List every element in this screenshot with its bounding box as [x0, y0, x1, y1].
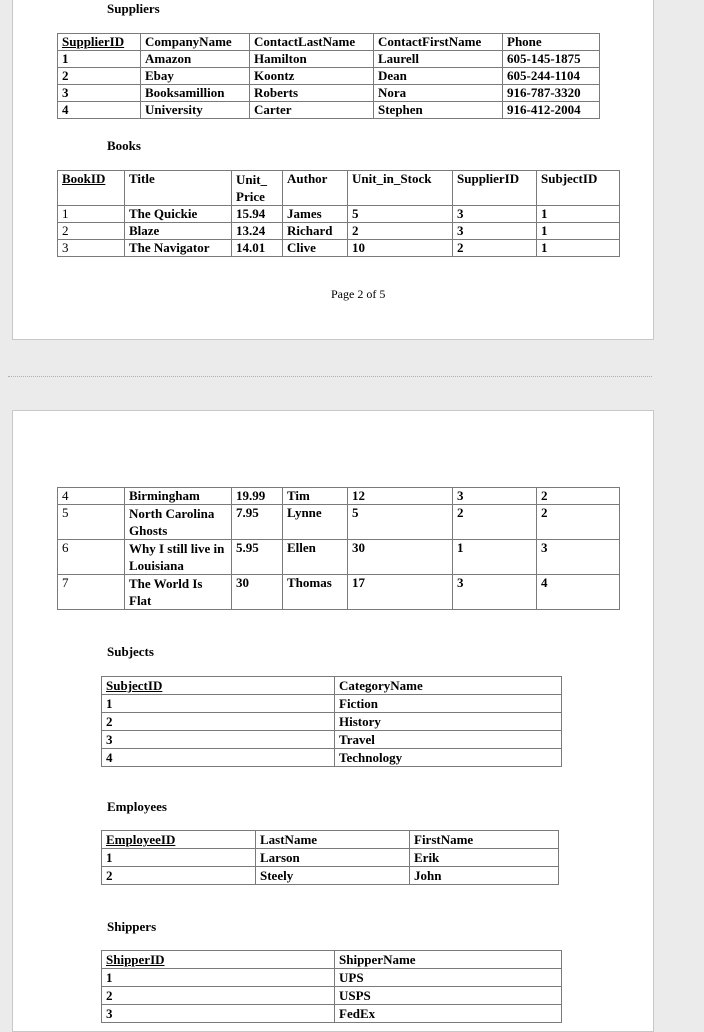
employees-heading: Employees [107, 799, 167, 814]
table-cell: 1 [58, 206, 125, 223]
employees-header-cell: LastName [256, 831, 410, 849]
table-row [102, 849, 559, 867]
table-cell: University [141, 102, 250, 119]
table-cell: 10 [348, 240, 453, 257]
table-row [58, 575, 620, 610]
shippers-header-row [102, 951, 562, 969]
table-row [58, 206, 620, 223]
table-cell: 916-412-2004 [503, 102, 600, 119]
table-cell: Booksamillion [141, 85, 250, 102]
table-cell: Roberts [250, 85, 374, 102]
table-row [58, 51, 600, 68]
table-cell: Amazon [141, 51, 250, 68]
table-cell: History [335, 713, 562, 731]
books-header-cell: SupplierID [453, 171, 537, 206]
table-cell: 2 [453, 240, 537, 257]
suppliers-heading: Suppliers [107, 1, 160, 16]
table-cell: USPS [335, 987, 562, 1005]
page-break-divider [8, 376, 652, 377]
table-cell: 2 [453, 505, 537, 540]
table-cell: 6 [58, 540, 125, 575]
table-cell: Fiction [335, 695, 562, 713]
table-row [102, 749, 562, 767]
page-number-footer: Page 2 of 5 [331, 287, 386, 301]
table-cell: 2 [58, 223, 125, 240]
employees-header-cell: EmployeeID [102, 831, 256, 849]
table-row [58, 505, 620, 540]
table-cell: Lynne [283, 505, 348, 540]
table-cell: Why I still live in Louisiana [125, 540, 232, 575]
table-cell: 14.01 [232, 240, 283, 257]
table-cell: 1 [102, 695, 335, 713]
shippers-table [101, 950, 562, 1023]
table-cell: The World Is Flat [125, 575, 232, 610]
table-cell: 7.95 [232, 505, 283, 540]
table-cell: 2 [102, 867, 256, 885]
table-cell: 4 [102, 749, 335, 767]
books-header-row [58, 171, 620, 206]
table-row [58, 85, 600, 102]
table-cell: 2 [537, 505, 620, 540]
table-cell: John [410, 867, 559, 885]
books-header-cell: BookID [58, 171, 125, 206]
table-cell: 5 [348, 206, 453, 223]
books-table-continued [57, 487, 620, 610]
books-table [57, 170, 620, 257]
table-row [58, 540, 620, 575]
shippers-heading: Shippers [107, 919, 157, 934]
table-cell: Steely [256, 867, 410, 885]
table-cell: 30 [348, 540, 453, 575]
table-cell: Nora [374, 85, 503, 102]
shippers-header-cell: ShipperID [102, 951, 335, 969]
books-header-cell: Title [125, 171, 232, 206]
table-row [102, 867, 559, 885]
table-cell: James [283, 206, 348, 223]
table-cell: 1 [453, 540, 537, 575]
table-cell: 3 [58, 240, 125, 257]
table-cell: 5 [348, 505, 453, 540]
table-cell: Clive [283, 240, 348, 257]
table-cell: Laurell [374, 51, 503, 68]
table-row [102, 987, 562, 1005]
books-header-cell: Unit_ Price [232, 171, 283, 206]
table-cell: Erik [410, 849, 559, 867]
table-cell: UPS [335, 969, 562, 987]
employees-table [101, 830, 559, 885]
books-header-cell: SubjectID [537, 171, 620, 206]
table-cell: Birmingham [125, 488, 232, 505]
table-cell: 3 [58, 85, 141, 102]
table-cell: 605-244-1104 [503, 68, 600, 85]
table-row [58, 240, 620, 257]
suppliers-header-cell: SupplierID [58, 34, 141, 51]
table-cell: Dean [374, 68, 503, 85]
table-cell: 2 [348, 223, 453, 240]
table-cell: 916-787-3320 [503, 85, 600, 102]
table-cell: Technology [335, 749, 562, 767]
employees-header-cell: FirstName [410, 831, 559, 849]
table-cell: Blaze [125, 223, 232, 240]
table-row [102, 713, 562, 731]
table-cell: 5.95 [232, 540, 283, 575]
table-cell: 5 [58, 505, 125, 540]
table-cell: Hamilton [250, 51, 374, 68]
table-cell: Larson [256, 849, 410, 867]
table-cell: 2 [102, 713, 335, 731]
table-row [102, 731, 562, 749]
table-cell: 1 [537, 206, 620, 223]
table-row [58, 223, 620, 240]
subjects-heading: Subjects [107, 644, 154, 659]
table-cell: The Navigator [125, 240, 232, 257]
suppliers-header-cell: ContactFirstName [374, 34, 503, 51]
table-cell: 1 [102, 969, 335, 987]
suppliers-header-cell: Phone [503, 34, 600, 51]
suppliers-header-cell: ContactLastName [250, 34, 374, 51]
table-cell: 19.99 [232, 488, 283, 505]
table-cell: FedEx [335, 1005, 562, 1023]
table-cell: 4 [58, 102, 141, 119]
table-cell: 3 [537, 540, 620, 575]
table-cell: 2 [58, 68, 141, 85]
table-cell: 2 [537, 488, 620, 505]
table-cell: Carter [250, 102, 374, 119]
table-cell: 3 [453, 206, 537, 223]
table-cell: 30 [232, 575, 283, 610]
table-row [102, 695, 562, 713]
table-cell: 1 [537, 223, 620, 240]
shippers-header-cell: ShipperName [335, 951, 562, 969]
books-header-cell: Unit_in_Stock [348, 171, 453, 206]
table-cell: 13.24 [232, 223, 283, 240]
suppliers-header-row [58, 34, 600, 51]
suppliers-table [57, 33, 600, 119]
table-cell: 12 [348, 488, 453, 505]
subjects-header-cell: CategoryName [335, 677, 562, 695]
table-cell: 7 [58, 575, 125, 610]
table-cell: 4 [537, 575, 620, 610]
table-cell: The Quickie [125, 206, 232, 223]
table-cell: Tim [283, 488, 348, 505]
table-row [58, 68, 600, 85]
table-cell: Stephen [374, 102, 503, 119]
employees-header-row [102, 831, 559, 849]
document-page-1 [12, 0, 654, 340]
books-header-cell: Author [283, 171, 348, 206]
table-cell: 1 [58, 51, 141, 68]
table-row [58, 102, 600, 119]
table-row [102, 1005, 562, 1023]
table-cell: 1 [537, 240, 620, 257]
table-cell: 2 [102, 987, 335, 1005]
books-heading: Books [107, 138, 141, 153]
table-cell: Ebay [141, 68, 250, 85]
table-cell: 3 [102, 1005, 335, 1023]
table-cell: 17 [348, 575, 453, 610]
subjects-table [101, 676, 562, 767]
table-cell: Thomas [283, 575, 348, 610]
table-row [102, 969, 562, 987]
table-cell: 3 [453, 488, 537, 505]
table-cell: Ellen [283, 540, 348, 575]
table-cell: 605-145-1875 [503, 51, 600, 68]
table-cell: 4 [58, 488, 125, 505]
table-row [58, 488, 620, 505]
suppliers-header-cell: CompanyName [141, 34, 250, 51]
table-cell: 3 [453, 223, 537, 240]
table-cell: 1 [102, 849, 256, 867]
subjects-header-cell: SubjectID [102, 677, 335, 695]
document-page-2 [12, 410, 654, 1032]
subjects-header-row [102, 677, 562, 695]
table-cell: Koontz [250, 68, 374, 85]
table-cell: 15.94 [232, 206, 283, 223]
table-cell: 3 [453, 575, 537, 610]
table-cell: North Carolina Ghosts [125, 505, 232, 540]
table-cell: Travel [335, 731, 562, 749]
table-cell: Richard [283, 223, 348, 240]
table-cell: 3 [102, 731, 335, 749]
